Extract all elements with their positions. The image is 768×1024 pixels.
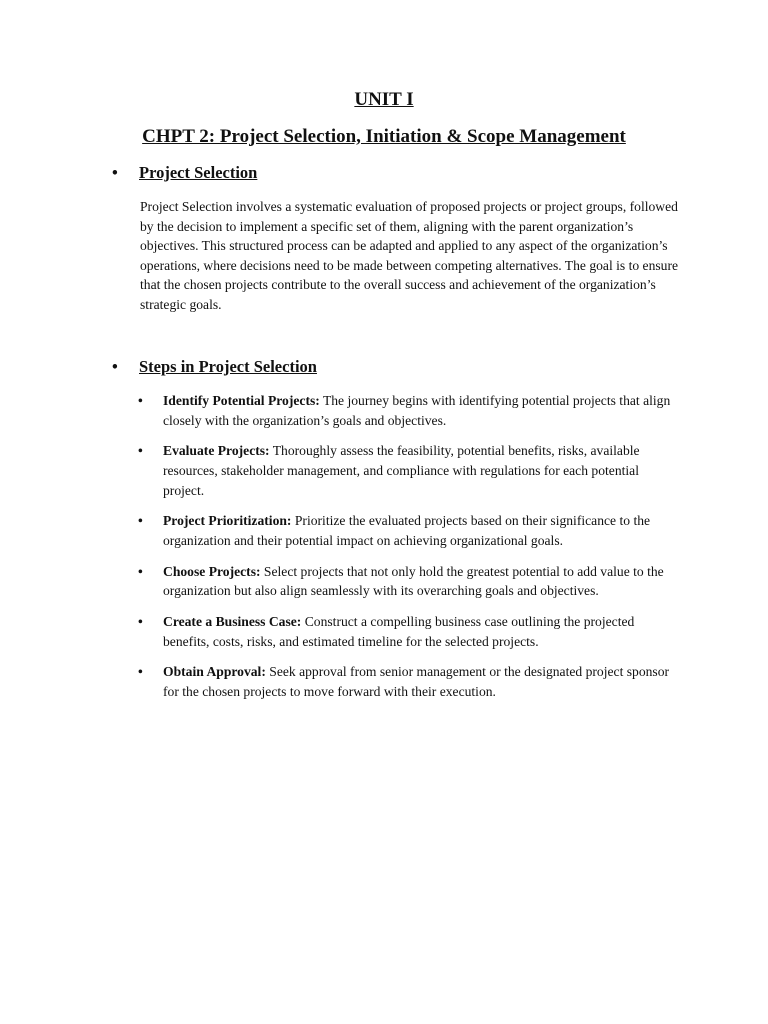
unit-title: UNIT I (354, 89, 414, 110)
list-bullet: • (138, 393, 143, 408)
list-bullet: • (138, 614, 143, 630)
step-term: Choose Projects: (163, 563, 261, 579)
section-heading-text: Project Selection (139, 163, 258, 182)
section-heading-text: Steps in Project Selection (139, 357, 317, 376)
section-heading-steps (112, 356, 317, 378)
list-bullet: • (138, 563, 143, 579)
step-term: Identify Potential Projects: (163, 393, 320, 408)
list-bullet: • (138, 664, 143, 680)
list-item (137, 662, 682, 701)
chapter-title: CHPT 2: Project Selection, Initiation & Scope Management (142, 126, 626, 147)
list-bullet: • (138, 513, 143, 529)
list-item (137, 612, 682, 651)
step-term: Evaluate Projects: (163, 443, 270, 459)
step-term: Obtain Approval: (163, 664, 266, 680)
section-heading-project-selection (112, 162, 257, 184)
step-text: Construct a compelling business case outlining the projected benefits, costs, risks, and estimated timeline for the selected projects. (163, 614, 635, 649)
list-item (137, 391, 682, 430)
section-bullet: • (112, 163, 118, 182)
step-text: Prioritize the evaluated projects based on their significance to the organization and their potential impact on achieving organizational goals. (163, 513, 651, 548)
step-text: Seek approval from senior management or the designated project sponsor for the chosen projects to move forward with their execution. (163, 664, 670, 700)
step-text: Select projects that not only hold the greatest potential to add value to the organization but also align seamlessly with its overarching goals and objectives. (163, 563, 664, 599)
list-bullet: • (138, 443, 143, 459)
steps-list (137, 391, 682, 713)
project-selection-paragraph: Project Selection involves a systematic evaluation of proposed projects or project groups, followed by the decision to implement a specific set of them, aligning with the parent organization’s objectives. This structured process can be adapted and applied to any aspect of the organization’s operations, where decisions need to be made between competing alternatives. The goal is to ensure that the chosen projects contribute to the overall success and achievement of the organization’s strategic goals. (140, 199, 679, 312)
list-item (137, 441, 682, 500)
list-item (137, 511, 682, 550)
step-term: Create a Business Case: (163, 614, 302, 630)
list-item (137, 562, 682, 601)
step-text: The journey begins with identifying potential projects that align closely with the organization’s goals and objectives. (163, 393, 671, 428)
step-term: Project Prioritization: (163, 513, 292, 529)
step-text: Thoroughly assess the feasibility, potential benefits, risks, available resources, stakeholder management, and compliance with regulations for each potential project. (163, 443, 640, 498)
section-bullet: • (112, 357, 118, 376)
